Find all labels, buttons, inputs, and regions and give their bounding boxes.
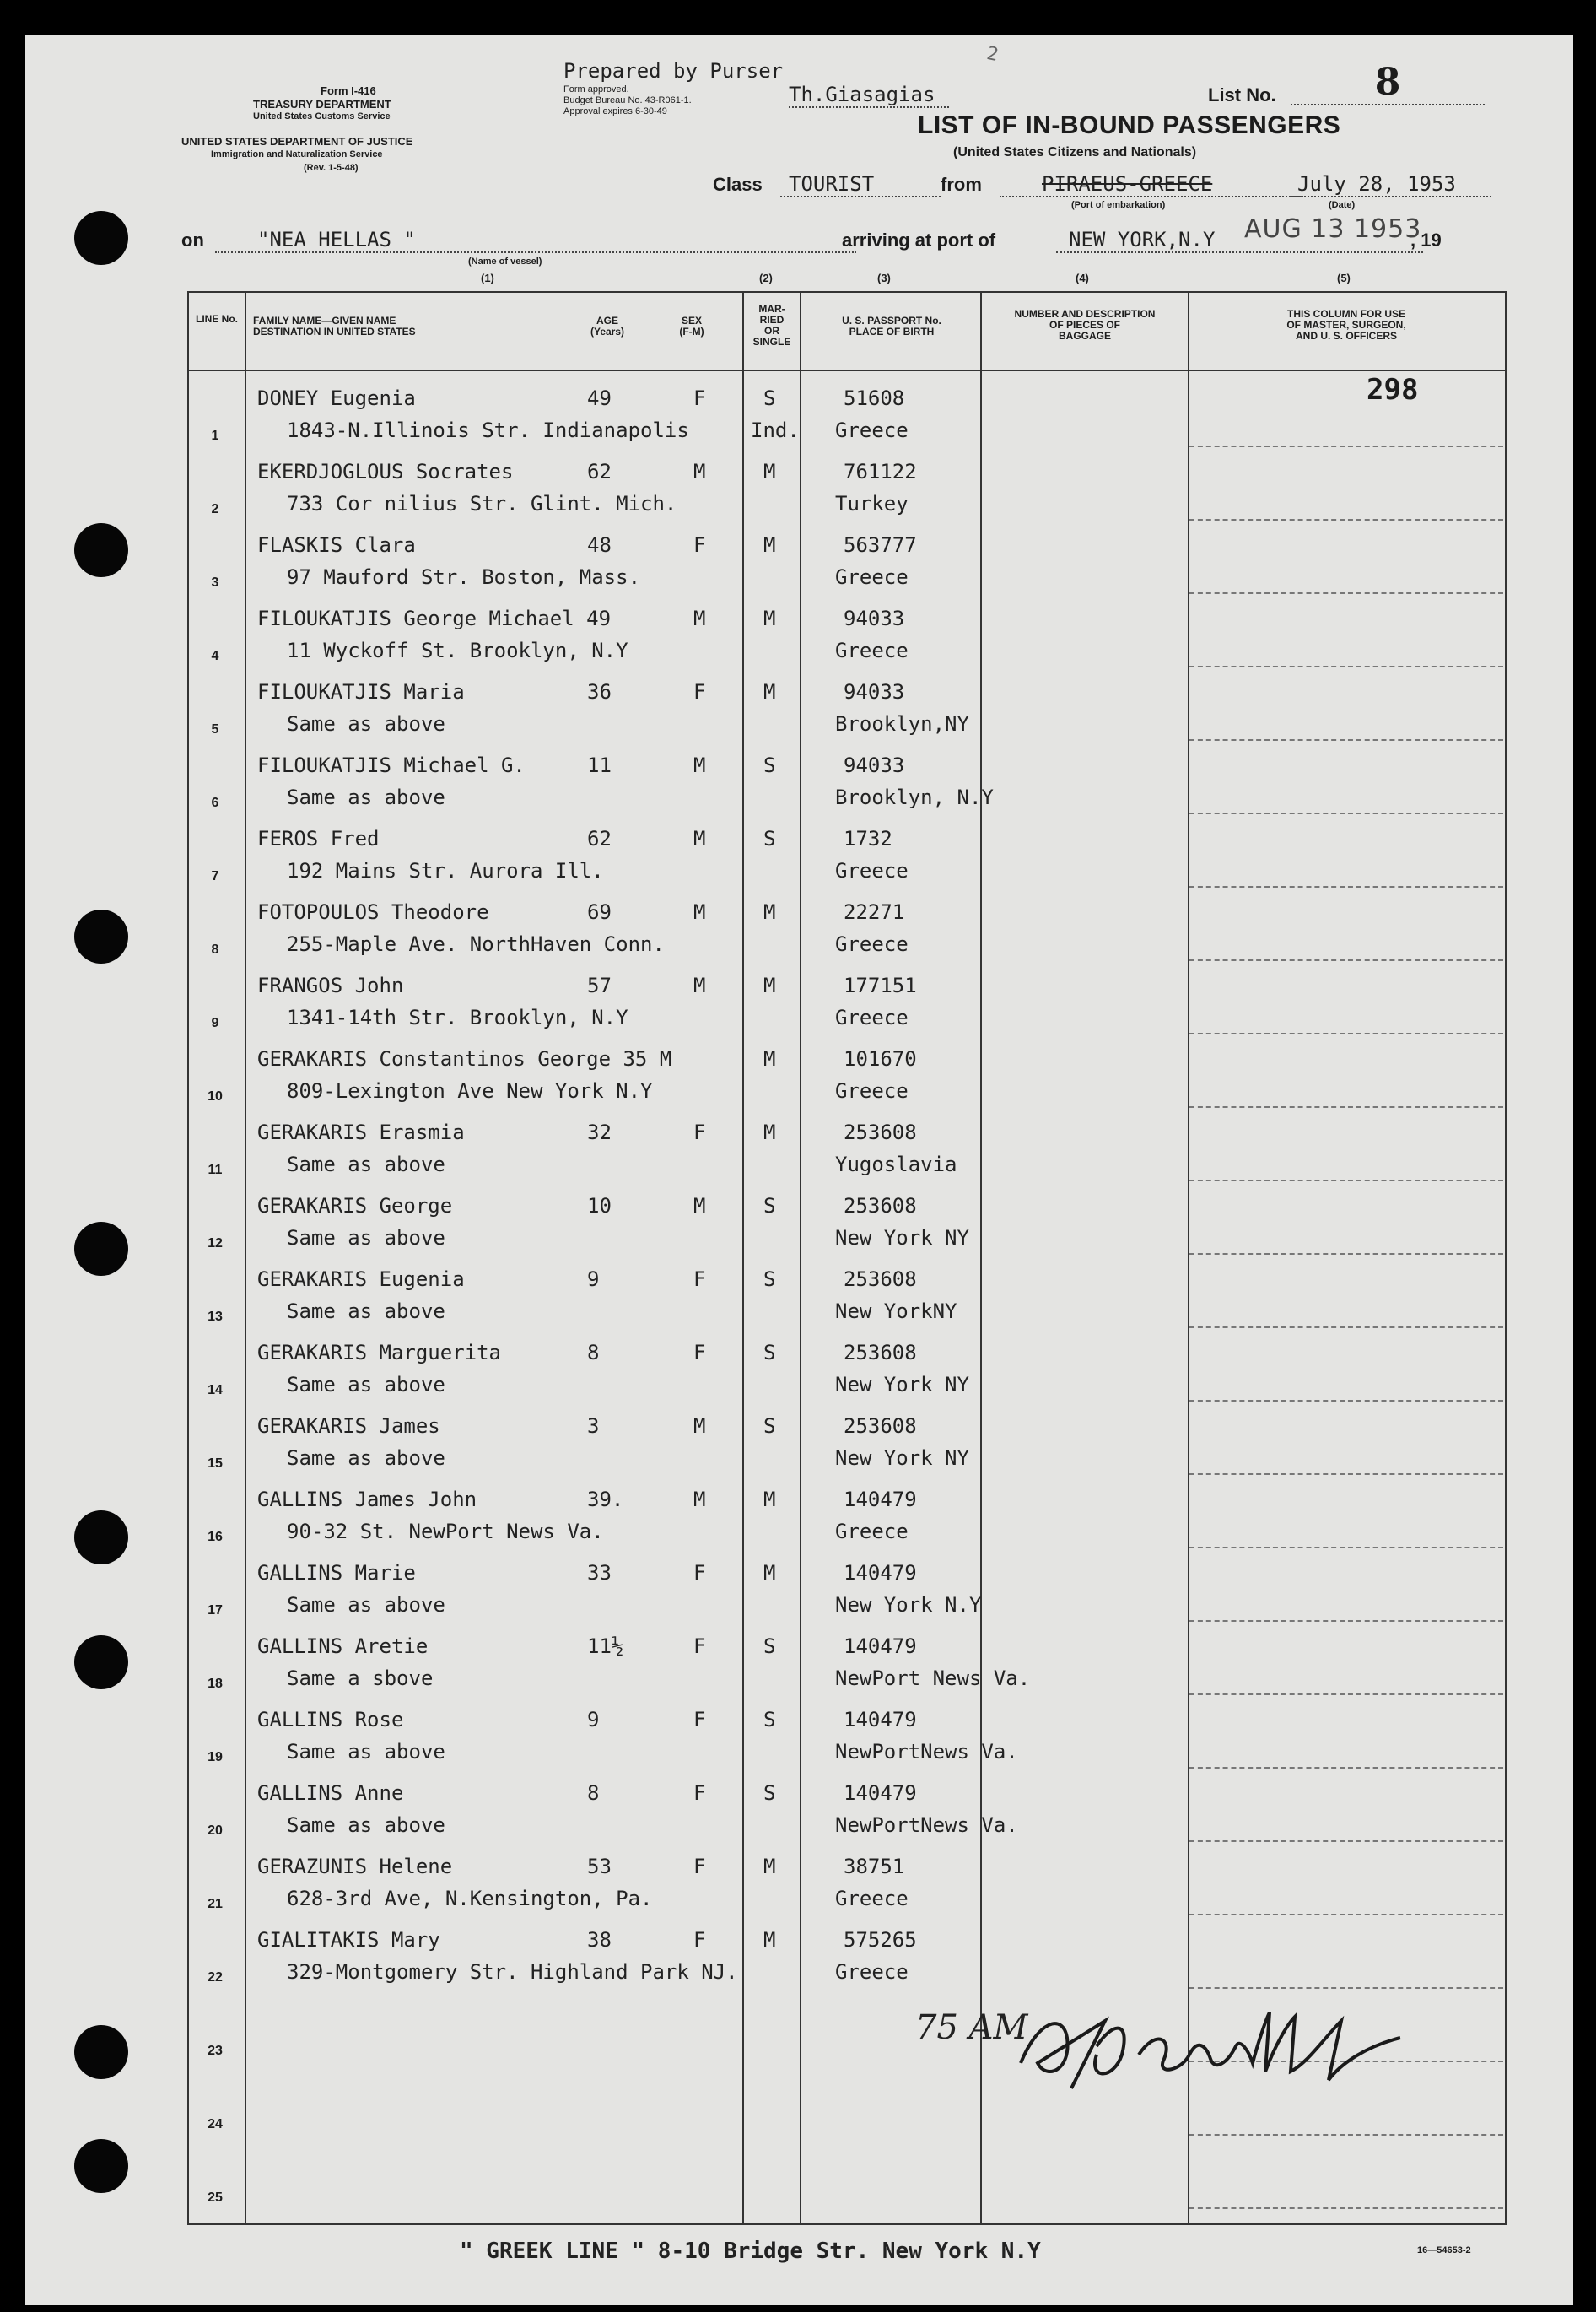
arrival-port: NEW YORK,N.Y	[1056, 228, 1423, 253]
passenger-name: GERAKARIS Eugenia	[257, 1267, 465, 1291]
row-separator	[1189, 959, 1503, 961]
line-number: 19	[208, 1750, 223, 1764]
pencil-mark: 2	[984, 42, 1000, 67]
line-number: 2	[211, 502, 219, 516]
year-label: , 19	[1410, 230, 1442, 251]
place-of-birth: Greece	[835, 1960, 909, 1984]
passenger-destination: Same as above	[287, 1593, 445, 1617]
row-separator	[1189, 1914, 1503, 1915]
passenger-destination: Same as above	[287, 712, 445, 736]
birth-extra: Ind.	[751, 419, 800, 442]
on-label: on	[181, 230, 204, 251]
passenger-age: 49	[587, 386, 612, 410]
row-separator	[1189, 1106, 1503, 1108]
marital-status: S	[763, 827, 776, 851]
line-number: 8	[211, 943, 219, 957]
passenger-destination: 97 Mauford Str. Boston, Mass.	[287, 565, 641, 589]
passenger-sex: M	[693, 1488, 706, 1511]
row-separator	[1189, 666, 1503, 667]
passport-number: 177151	[844, 974, 917, 997]
line-number: 12	[208, 1236, 223, 1251]
passenger-age: 11	[587, 754, 612, 777]
place-of-birth: NewPortNews Va.	[835, 1740, 1018, 1764]
passport-number: 253608	[844, 1267, 917, 1291]
row-separator	[1189, 592, 1503, 594]
passport-number: 563777	[844, 533, 917, 557]
passenger-name: DONEY Eugenia	[257, 386, 416, 410]
purser-name: Th.Giasagias	[789, 83, 949, 108]
column-number-3: (3)	[877, 272, 891, 284]
port-of-embarkation: PIRAEUS-GREECE	[1000, 172, 1303, 197]
passenger-sex: F	[693, 680, 706, 704]
column-number-1: (1)	[481, 272, 494, 284]
place-of-birth: Brooklyn, N.Y	[835, 786, 994, 809]
passenger-name: GERAKARIS Marguerita	[257, 1341, 501, 1364]
passenger-age: 11½	[587, 1634, 624, 1658]
passport-number: 140479	[844, 1488, 917, 1511]
line-number: 25	[208, 2190, 223, 2205]
marital-status: M	[763, 1928, 776, 1952]
passport-number: 253608	[844, 1194, 917, 1218]
passenger-age: 69	[587, 900, 612, 924]
passenger-sex: F	[693, 1341, 706, 1364]
list-no-label: List No.	[1208, 84, 1276, 105]
place-of-birth: Greece	[835, 932, 909, 956]
vessel-name: "NEA HELLAS "	[215, 228, 856, 253]
passport-number: 253608	[844, 1121, 917, 1144]
passenger-destination: 255-Maple Ave. NorthHaven Conn.	[287, 932, 665, 956]
passport-number: 140479	[844, 1781, 917, 1805]
row-separator	[1189, 519, 1503, 521]
place-of-birth: New York N.Y	[835, 1593, 982, 1617]
line-number: 4	[211, 649, 219, 663]
place-of-birth: Greece	[835, 1079, 909, 1103]
marital-status: M	[763, 1488, 776, 1511]
marital-status: S	[763, 1414, 776, 1438]
place-of-birth: NewPort News Va.	[835, 1666, 1031, 1690]
passenger-sex: F	[693, 386, 706, 410]
marital-status: S	[763, 386, 776, 410]
line-number: 14	[208, 1383, 223, 1397]
marital-status: M	[763, 460, 776, 483]
row-separator	[1189, 1767, 1503, 1769]
passenger-age: 62	[587, 827, 612, 851]
line-number: 21	[208, 1897, 223, 1911]
place-of-birth: Greece	[835, 1887, 909, 1910]
justice-dept: UNITED STATES DEPARTMENT OF JUSTICE	[181, 135, 413, 148]
marital-status: S	[763, 1634, 776, 1658]
marital-status: S	[763, 754, 776, 777]
passport-number: 94033	[844, 680, 905, 704]
marital-status: M	[763, 1047, 776, 1071]
treasury-dept: TREASURY DEPARTMENT	[253, 98, 391, 111]
col-header-sex: SEX (F-M)	[679, 315, 704, 338]
vessel-caption: (Name of vessel)	[468, 257, 542, 267]
marital-status: M	[763, 607, 776, 630]
passport-number: 140479	[844, 1708, 917, 1731]
arrival-date-stamp: AUG 13 1953	[1244, 214, 1422, 244]
passenger-destination: Same as above	[287, 786, 445, 809]
marital-status: M	[763, 1561, 776, 1585]
passenger-age: 9	[587, 1267, 600, 1291]
date-caption: (Date)	[1329, 200, 1356, 210]
passenger-sex: M	[693, 900, 706, 924]
marital-status: S	[763, 1781, 776, 1805]
row-separator	[1189, 1620, 1503, 1622]
passport-number: 140479	[844, 1634, 917, 1658]
officer-note: 298	[1367, 373, 1419, 407]
place-of-birth: Greece	[835, 1006, 909, 1029]
passenger-destination: 628-3rd Ave, N.Kensington, Pa.	[287, 1887, 653, 1910]
passenger-sex: F	[693, 533, 706, 557]
passenger-sex: M	[693, 974, 706, 997]
line-number: 1	[211, 429, 219, 443]
row-separator	[1189, 1180, 1503, 1181]
line-number: 9	[211, 1016, 219, 1030]
passport-number: 38751	[844, 1855, 905, 1878]
passenger-destination: 11 Wyckoff St. Brooklyn, N.Y	[287, 639, 628, 662]
from-label: from	[941, 174, 982, 195]
punch-hole	[74, 910, 128, 964]
passenger-age: 53	[587, 1855, 612, 1878]
line-number: 24	[208, 2117, 223, 2131]
passenger-age: 33	[587, 1561, 612, 1585]
immigration-service: Immigration and Naturalization Service	[211, 149, 383, 159]
line-number: 15	[208, 1456, 223, 1471]
col-header-officers: THIS COLUMN FOR USE OF MASTER, SURGEON, AND U. S. OFFICERS	[1286, 308, 1406, 342]
passport-number: 22271	[844, 900, 905, 924]
passenger-destination: Same as above	[287, 1446, 445, 1470]
passenger-sex: M	[693, 827, 706, 851]
place-of-birth: Greece	[835, 565, 909, 589]
place-of-birth: New YorkNY	[835, 1299, 957, 1323]
row-separator	[1189, 886, 1503, 888]
header-divider	[187, 370, 1505, 371]
row-separator	[1189, 813, 1503, 814]
line-number: 23	[208, 2044, 223, 2058]
place-of-birth: NewPortNews Va.	[835, 1813, 1018, 1837]
passenger-name: GALLINS Marie	[257, 1561, 416, 1585]
list-number: 8	[1291, 61, 1485, 105]
place-of-birth: Turkey	[835, 492, 909, 516]
revision: (Rev. 1-5-48)	[304, 163, 359, 173]
row-separator	[1189, 2207, 1503, 2209]
punch-hole	[74, 1635, 128, 1689]
row-separator	[1189, 1840, 1503, 1842]
passport-number: 761122	[844, 460, 917, 483]
line-number: 6	[211, 796, 219, 810]
passenger-name: GERAKARIS Constantinos George 35 M	[257, 1047, 672, 1071]
passenger-age: 8	[587, 1341, 600, 1364]
arriving-label: arriving at port of	[842, 230, 996, 251]
passenger-name: GIALITAKIS Mary	[257, 1928, 440, 1952]
passenger-age: 36	[587, 680, 612, 704]
row-separator	[1189, 2134, 1503, 2136]
place-of-birth: New York NY	[835, 1373, 969, 1396]
passport-number: 51608	[844, 386, 905, 410]
passenger-sex: M	[693, 607, 706, 630]
passenger-sex: F	[693, 1267, 706, 1291]
row-separator	[1189, 1400, 1503, 1402]
passenger-sex: F	[693, 1781, 706, 1805]
signature-time-note: 75 AM	[915, 2008, 1028, 2047]
passenger-age: 62	[587, 460, 612, 483]
passenger-sex: F	[693, 1121, 706, 1144]
line-number: 10	[208, 1089, 223, 1104]
line-number: 11	[208, 1163, 223, 1177]
passenger-sex: M	[693, 754, 706, 777]
document-title: LIST OF IN-BOUND PASSENGERS	[918, 111, 1341, 139]
passenger-name: GERAZUNIS Helene	[257, 1855, 453, 1878]
passenger-destination: Same a sbove	[287, 1666, 434, 1690]
row-separator	[1189, 1473, 1503, 1475]
marital-status: M	[763, 1121, 776, 1144]
passenger-age: 57	[587, 974, 612, 997]
passenger-name: FILOUKATJIS Michael G.	[257, 754, 526, 777]
passport-number: 253608	[844, 1341, 917, 1364]
marital-status: S	[763, 1708, 776, 1731]
line-number: 13	[208, 1310, 223, 1324]
passenger-name: GERAKARIS George	[257, 1194, 453, 1218]
passport-number: 253608	[844, 1414, 917, 1438]
passenger-destination: 809-Lexington Ave New York N.Y	[287, 1079, 653, 1103]
punch-hole	[74, 1510, 128, 1564]
col-header-baggage: NUMBER AND DESCRIPTION OF PIECES OF BAGGAGE	[1014, 308, 1156, 342]
row-separator	[1189, 1326, 1503, 1328]
marital-status: M	[763, 1855, 776, 1878]
class-value: TOURIST	[780, 172, 941, 197]
passenger-name: GALLINS Anne	[257, 1781, 404, 1805]
passenger-destination: 1843-N.Illinois Str. Indianapolis	[287, 419, 689, 442]
row-separator	[1189, 446, 1503, 447]
class-label: Class	[713, 174, 763, 195]
line-number: 18	[208, 1677, 223, 1691]
passenger-destination: Same as above	[287, 1226, 445, 1250]
passenger-destination: Same as above	[287, 1813, 445, 1837]
row-separator	[1189, 1693, 1503, 1695]
marital-status: S	[763, 1267, 776, 1291]
passport-number: 94033	[844, 754, 905, 777]
punch-hole	[74, 1222, 128, 1276]
passenger-age: 32	[587, 1121, 612, 1144]
col-header-line: LINE No.	[196, 313, 238, 325]
passenger-age: 48	[587, 533, 612, 557]
marital-status: M	[763, 900, 776, 924]
passport-number: 140479	[844, 1561, 917, 1585]
passenger-destination: 733 Cor nilius Str. Glint. Mich.	[287, 492, 677, 516]
passenger-name: GALLINS Rose	[257, 1708, 404, 1731]
passenger-destination: 192 Mains Str. Aurora Ill.	[287, 859, 604, 883]
marital-status: M	[763, 680, 776, 704]
passenger-name: GERAKARIS James	[257, 1414, 440, 1438]
passenger-name: FRANGOS John	[257, 974, 404, 997]
line-number: 16	[208, 1530, 223, 1544]
place-of-birth: Greece	[835, 1520, 909, 1543]
budget-bureau: Budget Bureau No. 43-R061-1.	[563, 95, 692, 105]
row-separator	[1189, 1033, 1503, 1034]
place-of-birth: Brooklyn,NY	[835, 712, 969, 736]
col-header-married: MAR- RIED OR SINGLE	[752, 303, 791, 348]
punch-hole	[74, 2139, 128, 2193]
line-number: 17	[208, 1603, 223, 1618]
place-of-birth: New York NY	[835, 1446, 969, 1470]
document-subtitle: (United States Citizens and Nationals)	[953, 145, 1197, 159]
passenger-destination: Same as above	[287, 1373, 445, 1396]
officer-signature	[987, 1987, 1426, 2097]
column-number-5: (5)	[1337, 272, 1351, 284]
passenger-sex: F	[693, 1928, 706, 1952]
passenger-age: 3	[587, 1414, 600, 1438]
column-number-2: (2)	[759, 272, 773, 284]
passenger-name: FILOUKATJIS George Michael 49	[257, 607, 612, 630]
passenger-sex: M	[693, 1194, 706, 1218]
form-approved: Form approved.	[563, 84, 629, 95]
place-of-birth: New York NY	[835, 1226, 969, 1250]
passenger-sex: F	[693, 1561, 706, 1585]
passenger-name: FILOUKATJIS Maria	[257, 680, 465, 704]
marital-status: M	[763, 533, 776, 557]
port-caption: (Port of embarkation)	[1071, 200, 1166, 210]
passenger-age: 8	[587, 1781, 600, 1805]
prepared-by-label: Prepared by Purser	[563, 59, 784, 83]
place-of-birth: Greece	[835, 639, 909, 662]
marital-status: S	[763, 1341, 776, 1364]
passenger-age: 9	[587, 1708, 600, 1731]
passenger-sex: F	[693, 1634, 706, 1658]
passenger-destination: Same as above	[287, 1299, 445, 1323]
list-date: July 28, 1953	[1291, 172, 1491, 197]
passenger-name: EKERDJOGLOUS Socrates	[257, 460, 514, 483]
form-number: Form I-416	[321, 84, 376, 97]
footer-code: 16—54653-2	[1417, 2245, 1471, 2255]
punch-hole	[74, 211, 128, 265]
passenger-destination: 90-32 St. NewPort News Va.	[287, 1520, 604, 1543]
col-header-passport: U. S. PASSPORT No. PLACE OF BIRTH	[842, 315, 941, 338]
col-header-name: FAMILY NAME—GIVEN NAME DESTINATION IN UNITED STATES	[253, 315, 416, 338]
passenger-name: FLASKIS Clara	[257, 533, 416, 557]
passenger-sex: M	[693, 1414, 706, 1438]
passenger-destination: Same as above	[287, 1153, 445, 1176]
passenger-name: GERAKARIS Erasmia	[257, 1121, 465, 1144]
row-separator	[1189, 1253, 1503, 1255]
customs-service: United States Customs Service	[253, 111, 391, 122]
passenger-name: GALLINS Aretie	[257, 1634, 429, 1658]
punch-hole	[74, 523, 128, 577]
marital-status: S	[763, 1194, 776, 1218]
passenger-sex: M	[693, 460, 706, 483]
passport-number: 575265	[844, 1928, 917, 1952]
passenger-name: FOTOPOULOS Theodore	[257, 900, 489, 924]
line-number: 5	[211, 722, 219, 737]
passenger-sex: F	[693, 1708, 706, 1731]
passport-number: 101670	[844, 1047, 917, 1071]
line-number: 3	[211, 575, 219, 590]
passenger-age: 10	[587, 1194, 612, 1218]
passenger-destination: Same as above	[287, 1740, 445, 1764]
col-header-age: AGE (Years)	[590, 315, 625, 338]
place-of-birth: Greece	[835, 419, 909, 442]
footer-agent: " GREEK LINE " 8-10 Bridge Str. New York N.Y	[460, 2239, 1041, 2264]
approval-expires: Approval expires 6-30-49	[563, 106, 667, 116]
place-of-birth: Yugoslavia	[835, 1153, 957, 1176]
passenger-name: FEROS Fred	[257, 827, 380, 851]
passenger-sex: F	[693, 1855, 706, 1878]
line-number: 22	[208, 1970, 223, 1985]
line-number: 20	[208, 1823, 223, 1838]
passenger-age: 39.	[587, 1488, 624, 1511]
passenger-destination: 329-Montgomery Str. Highland Park NJ.	[287, 1960, 738, 1984]
place-of-birth: Greece	[835, 859, 909, 883]
row-separator	[1189, 1547, 1503, 1548]
punch-hole	[74, 2025, 128, 2079]
marital-status: M	[763, 974, 776, 997]
passenger-destination: 1341-14th Str. Brooklyn, N.Y	[287, 1006, 628, 1029]
passport-number: 94033	[844, 607, 905, 630]
passenger-name: GALLINS James John	[257, 1488, 477, 1511]
column-number-4: (4)	[1076, 272, 1089, 284]
passport-number: 1732	[844, 827, 892, 851]
line-number: 7	[211, 869, 219, 883]
row-separator	[1189, 739, 1503, 741]
passenger-age: 38	[587, 1928, 612, 1952]
